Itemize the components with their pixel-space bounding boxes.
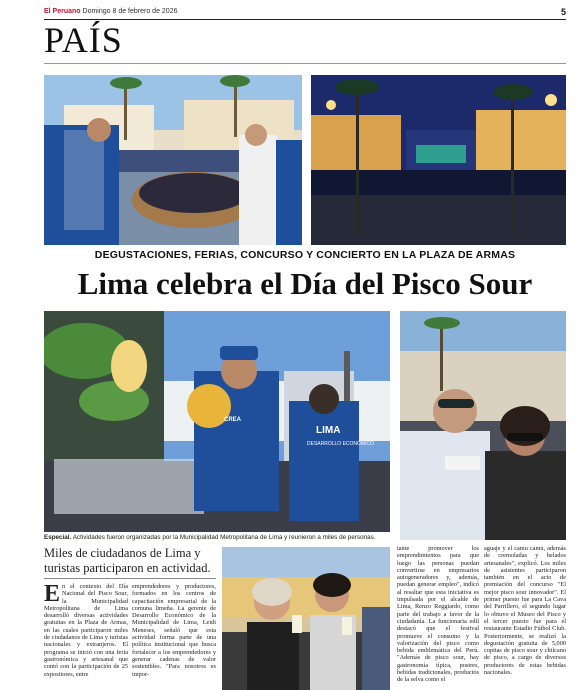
issue-date: Domingo 8 de febrero de 2026 [82,8,178,15]
body-column-2 [132,583,216,688]
drop-cap: E [44,583,61,607]
photo-toasting-women [222,547,390,690]
caption-label: Especial. [44,534,72,541]
body-column-1-text: n el contexto del Día Nacional del Pisco Sour, la Municipalidad Metropolitana de Lima desarrolló diversas actividades gratuitas en la Plaza de Armas, en las cuales participaron miles de ciudadanos de Lima y turistas nacionales y extranjeros. El programa se inició con una feria gastronómica y artesanal que contó con la participación de 25 expositores, entre [44,583,128,678]
body-column-4-text: aguaje y el camu camu, además de cremoladas y helados artesanales", explicó. Los miles de asistentes participaron también en el acto de premiación del concurso "El mejor pisco sour innovador". El primer puesto fue para La Cava del Parrillero, el segundo lugar lo obtuvo el Museo del Pisco y el tercer puesto fue para el restaurante Estadio Fútbol Club. Posteriormente, se realizó la degustación gratuita de 5,000 copitas de pisco sour y chilcano de pisco, a cargo de diversos productores de estas bebidas nacionales. [484,545,566,677]
section-title: PAÍS [44,20,123,60]
photo-bartender [44,311,390,532]
vest-badge: LIMA [316,425,341,436]
section-rule [44,63,566,64]
body-column-4 [484,545,566,688]
photo-smiling-couple [400,311,566,540]
article-headline: Lima celebra el Día del Pisco Sour [77,266,533,301]
vest-badge-sub: DESARROLLO ECONÓMICO [307,441,374,447]
page-number: 5 [560,7,566,17]
subhead-rule [44,578,216,579]
article-subhead: Miles de ciudadanos de Lima y turistas participaron en actividad. [44,546,211,575]
body-column-3 [397,545,479,688]
body-column-2-text: emprendedores y productores, formados en los centros de capacitación empresarial de la comuna limeña. La gerente de Desarrollo Económico de la Municipalidad de Lima, Leidi Meneses, señaló que esta actividad forma parte de una política institucional que busca fortalecer a los emprendedores y generar cadenas de valor sostenibles. "Para nosotros es impor- [132,583,216,678]
photo-caption [44,534,394,541]
photo-grape-stomping [44,75,302,245]
page-header-bar [44,6,566,18]
body-column-1 [44,583,128,688]
shirt-logo: CREA [224,417,242,423]
article-kicker: DEGUSTACIONES, FERIAS, CONCURSO Y CONCIERTO EN LA PLAZA DE ARMAS [94,249,516,261]
caption-text: Actividades fueron organizadas por la Municipalidad Metropolitana de Lima y reunieron a miles de personas. [71,534,376,541]
photo-night-concert [311,75,566,245]
body-column-3-text: tante promover los emprendimientos para que luego las personas puedan convertirse en empresarios autogeneradores y, además, puedan generar empleo", indicó al resaltar que esta iniciativa es impulsada por el alcalde de Lima, Renzo Reggiardo, como parte del trabajo a favor de la ciudadanía. La funcionaria edil destacó que el festival promueve el consumo y la valorización del pisco como bebida emblemática del Perú. "Además de pisco sour, hay gastronomía típica, postres, bebidas tradicionales, productos de la selva como el [397,545,479,684]
newspaper-brand: El Peruano [44,8,81,15]
